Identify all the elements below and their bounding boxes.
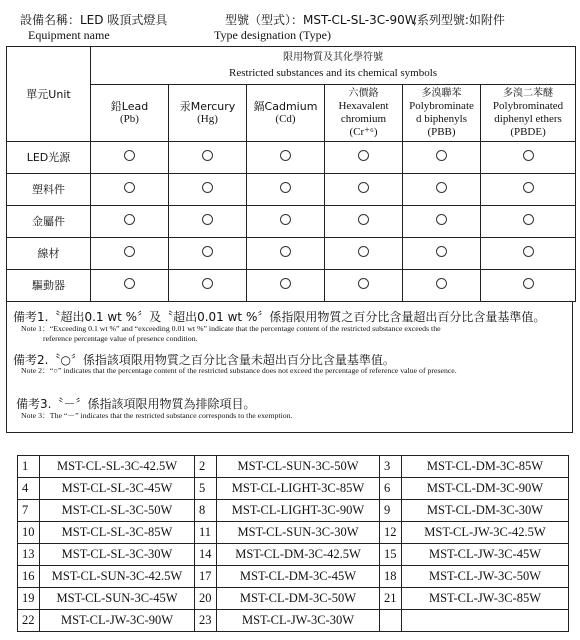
substance-label-line: (Pb) [120,113,139,125]
substance-label-line: 多溴二苯醚 [503,88,554,99]
model-number: 13 [18,544,40,566]
compliance-circle-mark [523,278,534,289]
compliance-circle-mark [436,150,447,161]
substance-label-line: (PBDE) [510,126,546,138]
model-name: MST-CL-JW-3C-50W [402,566,569,588]
model-name: MST-CL-DM-3C-85W [402,456,569,478]
compliance-circle-mark [280,278,291,289]
compliance-circle-mark [358,182,369,193]
model-number: 7 [18,500,40,522]
model-list-table [17,455,569,632]
model-number: 10 [18,522,40,544]
substance-label-line: diphenyl ethers [494,113,562,125]
model-number: 3 [380,456,402,478]
compliance-cell [325,238,403,270]
compliance-cell [91,206,169,238]
substances-group-header [91,47,576,85]
model-name: MST-CL-SUN-3C-45W [40,588,195,610]
compliance-cell [403,174,481,206]
compliance-cell [91,142,169,174]
model-number: 14 [195,544,217,566]
model-number: 23 [195,610,217,632]
compliance-cell [169,142,247,174]
model-number: 20 [195,588,217,610]
compliance-cell [91,270,169,302]
substance-label-line: Hexavalent [338,100,389,112]
compliance-cell [403,206,481,238]
unit-row [7,238,576,270]
compliance-cell [169,174,247,206]
model-name: MST-CL-SL-3C-30W [40,544,195,566]
unit-name: 金屬件 [7,206,91,238]
group-header-zh: 限用物質及其化學符號 [283,52,384,63]
model-name: MST-CL-SL-3C-85W [40,522,195,544]
model-row [18,588,569,610]
compliance-cell [247,206,325,238]
substance-label-line: (Cr⁺⁶) [349,126,378,138]
model-row [18,544,569,566]
model-row [18,610,569,632]
equipment-name-zh: 設備名稱：LED 吸頂式燈具 [20,13,168,27]
compliance-cell [325,206,403,238]
model-number: 9 [380,500,402,522]
equipment-name-en: Equipment name [28,28,110,42]
unit-row [7,174,576,206]
group-header-en: Restricted substances and its chemical symbols [229,67,438,79]
model-name: MST-CL-JW-3C-45W [402,544,569,566]
compliance-circle-mark [523,214,534,225]
model-number: 18 [380,566,402,588]
compliance-cell [481,238,576,270]
compliance-cell [481,270,576,302]
model-name: MST-CL-JW-3C-85W [402,588,569,610]
substance-header [91,85,169,142]
compliance-circle-mark [358,278,369,289]
substance-header [325,85,403,142]
compliance-cell [325,270,403,302]
unit-header: 單元Unit [7,47,91,142]
model-name: MST-CL-SL-3C-45W [40,478,195,500]
substance-label-line: (Cd) [275,113,296,125]
model-name: MST-CL-JW-3C-42.5W [402,522,569,544]
compliance-circle-mark [202,246,213,257]
compliance-cell [91,238,169,270]
model-name: MST-CL-SL-3C-50W [40,500,195,522]
unit-row [7,270,576,302]
compliance-cell [325,174,403,206]
notes-section [6,301,573,433]
model-name: MST-CL-DM-3C-45W [217,566,380,588]
note-1-en: Note 1：“Exceeding 0.1 wt %” and “exceeding 0.01 wt %” indicate that the percentage content of the restricted substance exceeds the [21,324,441,333]
compliance-circle-mark [124,150,135,161]
model-row [18,522,569,544]
model-number: 6 [380,478,402,500]
model-name: MST-CL-DM-3C-42.5W [217,544,380,566]
model-number: 17 [195,566,217,588]
compliance-circle-mark [523,246,534,257]
restricted-substances-table [6,46,576,302]
compliance-cell [403,142,481,174]
compliance-circle-mark [523,150,534,161]
model-number: 15 [380,544,402,566]
note-2-en: Note 2：“○” indicates that the percentage content of the restricted substance does not exceed the percentage of reference value of presence. [21,366,457,375]
substance-label-line: 鉛Lead [110,100,149,113]
compliance-cell [403,238,481,270]
model-number [380,610,402,632]
compliance-circle-mark [436,278,447,289]
compliance-circle-mark [124,278,135,289]
substance-label-line: 六價鉻 [348,88,379,99]
type-designation-zh: 型號（型式）：MST-CL-SL-3C-90W [225,13,417,27]
model-number: 1 [18,456,40,478]
model-number: 22 [18,610,40,632]
model-number: 19 [18,588,40,610]
unit-row [7,206,576,238]
model-number: 4 [18,478,40,500]
model-name: MST-CL-DM-3C-30W [402,500,569,522]
model-name: MST-CL-LIGHT-3C-85W [217,478,380,500]
compliance-circle-mark [523,182,534,193]
series-note: ,系列型號:如附件 [413,13,505,27]
compliance-cell [481,142,576,174]
model-name [402,610,569,632]
compliance-circle-mark [358,246,369,257]
note-3-en: Note 3：The “－” indicates that the restricted substance corresponds to the exemption. [21,411,293,420]
compliance-circle-mark [280,182,291,193]
compliance-cell [247,270,325,302]
model-number: 5 [195,478,217,500]
compliance-cell [91,174,169,206]
compliance-circle-mark [124,246,135,257]
substance-header [481,85,576,142]
compliance-cell [481,206,576,238]
unit-name: 塑料件 [7,174,91,206]
compliance-circle-mark [358,150,369,161]
substance-label-line: (Hg) [197,113,218,125]
substance-label-line: Polybrominate [409,100,474,112]
unit-row [7,142,576,174]
note-3-zh: 備考3.〝－〞係指該項限用物質為排除項目。 [16,397,256,411]
compliance-cell [325,142,403,174]
compliance-cell [481,174,576,206]
compliance-circle-mark [280,214,291,225]
model-name: MST-CL-LIGHT-3C-90W [217,500,380,522]
model-row [18,478,569,500]
model-name: MST-CL-DM-3C-90W [402,478,569,500]
type-designation-en: Type designation (Type) [214,28,331,42]
substance-label-line: 汞Mercury [179,100,236,113]
substance-label-line: chromium [340,113,387,125]
substance-label-line: 鎘Cadmium [253,100,318,113]
note-1-zh: 備考1.〝超出0.1 wt %〞及〝超出0.01 wt %〞係指限用物質之百分比含量超出百分比含量基準值。 [13,310,546,324]
model-row [18,566,569,588]
substance-label-line: Polybrominated [492,100,564,112]
model-name: MST-CL-SL-3C-42.5W [40,456,195,478]
compliance-cell [247,142,325,174]
model-number: 11 [195,522,217,544]
model-name: MST-CL-SUN-3C-30W [217,522,380,544]
compliance-circle-mark [436,246,447,257]
unit-name: 驅動器 [7,270,91,302]
compliance-circle-mark [124,182,135,193]
model-name: MST-CL-SUN-3C-42.5W [40,566,195,588]
compliance-circle-mark [202,150,213,161]
substance-label-line: (PBB) [427,126,456,138]
compliance-circle-mark [202,214,213,225]
compliance-cell [247,238,325,270]
compliance-circle-mark [436,214,447,225]
note-1-en-continued: reference percentage value of presence condition. [43,334,198,343]
compliance-circle-mark [202,182,213,193]
compliance-cell [169,270,247,302]
model-row [18,456,569,478]
compliance-cell [169,206,247,238]
compliance-circle-mark [280,246,291,257]
substance-label-line: 多溴聯苯 [421,88,462,99]
model-name: MST-CL-SUN-3C-50W [217,456,380,478]
substance-header [169,85,247,142]
compliance-circle-mark [124,214,135,225]
model-name: MST-CL-JW-3C-30W [217,610,380,632]
model-name: MST-CL-JW-3C-90W [40,610,195,632]
compliance-cell [247,174,325,206]
compliance-cell [169,238,247,270]
substance-header [247,85,325,142]
model-number: 12 [380,522,402,544]
note-2-zh: 備考2.〝○〞係指該項限用物質之百分比含量未超出百分比含量基準值。 [13,353,395,367]
compliance-circle-mark [436,182,447,193]
unit-name: 線材 [7,238,91,270]
model-number: 16 [18,566,40,588]
compliance-circle-mark [358,214,369,225]
compliance-cell [403,270,481,302]
unit-name: LED光源 [7,142,91,174]
model-name: MST-CL-DM-3C-50W [217,588,380,610]
model-number: 21 [380,588,402,610]
substance-label-line: d biphenyls [415,113,468,125]
compliance-circle-mark [280,150,291,161]
model-row [18,500,569,522]
model-number: 2 [195,456,217,478]
substance-header [403,85,481,142]
model-number: 8 [195,500,217,522]
compliance-circle-mark [202,278,213,289]
